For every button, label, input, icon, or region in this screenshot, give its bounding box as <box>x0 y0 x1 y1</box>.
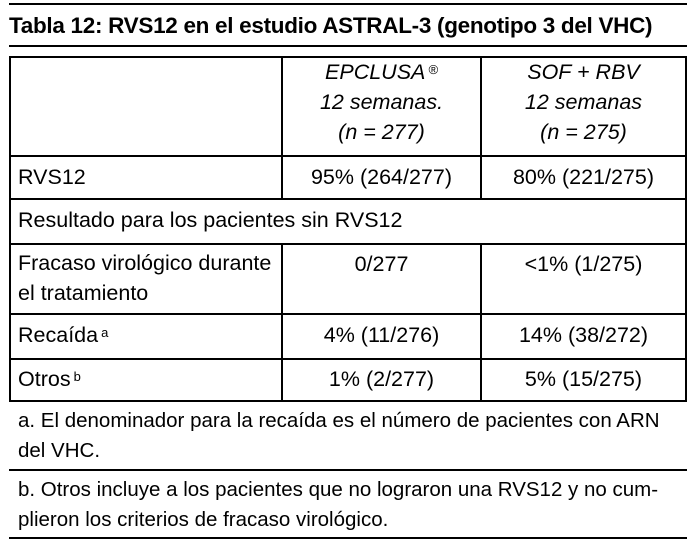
row-fracaso-epclusa: 0/277 <box>354 252 409 276</box>
rule-footnote-b-bottom <box>9 537 687 539</box>
row-rvs12-label: RVS12 <box>18 165 86 189</box>
footnote-b-line1: b. Otros incluye a los pacientes que no lograron una RVS12 y no cum- <box>18 478 659 501</box>
footnote-a-line2: del VHC. <box>18 439 101 462</box>
section-heading: Resultado para los pacientes sin RVS12 <box>18 208 403 232</box>
table-title: Tabla 12: RVS12 en el estudio ASTRAL-3 (genotipo 3 del VHC) <box>9 13 653 38</box>
header-sof-rbv-duration: 12 semanas <box>524 90 643 114</box>
row-otros-epclusa: 1% (2/277) <box>328 367 435 391</box>
row-rvs12-sof-rbv: 80% (221/275) <box>512 165 655 189</box>
row-otros-sof-rbv: 5% (15/275) <box>524 367 643 391</box>
row-recaida-label <box>18 320 108 350</box>
rule-recaida-bottom <box>9 358 687 360</box>
header-sof-rbv-name: SOF + RBV <box>527 60 640 84</box>
row-recaida-label-text: Recaída <box>18 323 99 347</box>
header-epclusa-n: (n = 277) <box>338 120 425 144</box>
header-sof-rbv-n: (n = 275) <box>540 120 627 144</box>
header-epclusa-name: EPCLUSA <box>325 60 426 84</box>
rule-section-bottom <box>9 243 687 245</box>
row-otros-label-text: Otros <box>18 367 71 391</box>
rule-title-top <box>9 3 687 5</box>
row-recaida-sof-rbv: 14% (38/272) <box>518 323 649 347</box>
row-fracaso-sof-rbv: <1% (1/275) <box>524 252 643 276</box>
row-fracaso-label <box>18 248 280 308</box>
footnote-a-line1: a. El denominador para la recaída es el número de pacientes con ARN <box>18 409 660 432</box>
rule-rvs12-bottom <box>9 198 687 200</box>
footnote-ref-a: a <box>101 325 109 340</box>
header-epclusa-duration: 12 semanas. <box>319 90 444 114</box>
rule-otros-bottom <box>9 400 687 402</box>
rule-title-bottom <box>9 45 687 47</box>
footnote-ref-b: b <box>73 369 81 384</box>
row-recaida-epclusa: 4% (11/276) <box>323 323 440 347</box>
rule-left <box>9 56 11 402</box>
footnote-a <box>18 406 678 466</box>
header-epclusa <box>283 57 480 147</box>
rule-right <box>685 56 687 402</box>
footnote-b <box>18 475 678 535</box>
rule-footnote-a-bottom <box>9 469 687 471</box>
row-otros-label <box>18 364 81 394</box>
footnote-b-line2: plieron los criterios de fracaso virológico. <box>18 508 389 531</box>
rule-header-bottom <box>9 155 687 157</box>
row-fracaso-label-line1: Fracaso virológico durante <box>18 251 272 275</box>
rule-fracaso-bottom <box>9 313 687 315</box>
header-sof-rbv <box>482 57 685 147</box>
registered-mark: ® <box>428 62 438 77</box>
row-fracaso-label-line2: el tratamiento <box>18 281 149 305</box>
row-rvs12-epclusa: 95% (264/277) <box>310 165 453 189</box>
